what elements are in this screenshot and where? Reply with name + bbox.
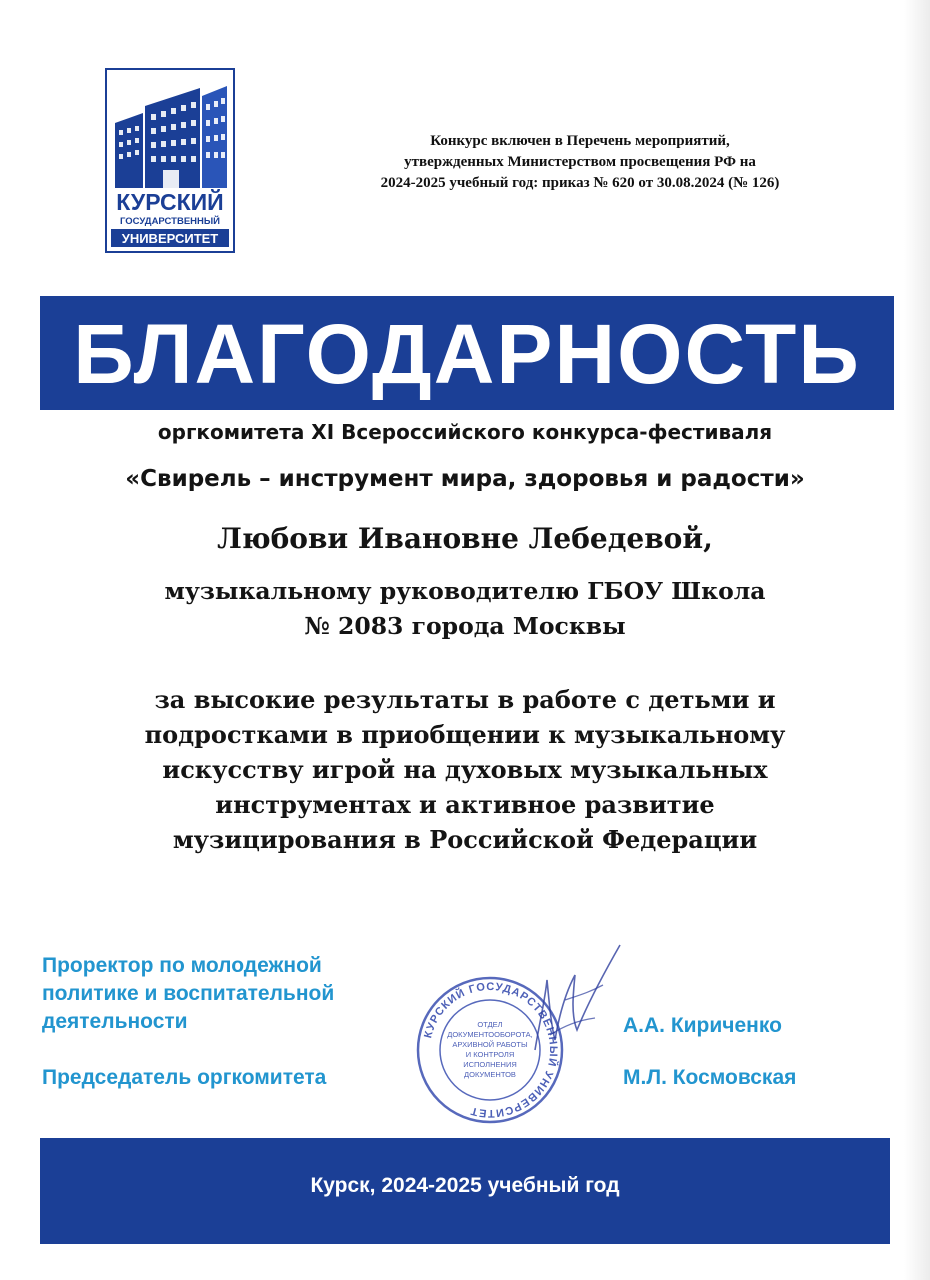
document-title: БЛАГОДАРНОСТЬ (73, 307, 861, 401)
stamp-inner-line-5: ИСПОЛНЕНИЯ (463, 1060, 517, 1069)
logo-line-1: КУРСКИЙ (116, 189, 224, 215)
stamp-inner-line-4: И КОНТРОЛЯ (465, 1050, 515, 1059)
handwritten-signature (505, 940, 645, 1070)
organizer-subtitle: оргкомитета XI Всероссийского конкурса-фестиваля (157, 420, 773, 444)
kursk-university-logo (105, 68, 235, 253)
stamp-outer-text: КУРСКИЙ ГОСУДАРСТВЕННЫЙ УНИВЕРСИТЕТ (422, 980, 560, 1120)
notice-line-1: Конкурс включен в Перечень мероприятий, (430, 133, 730, 149)
reason-line-1: за высокие результаты в работе с детьми и (154, 685, 776, 714)
signatory-role-1-line-2: политике и воспитательной (42, 982, 335, 1005)
reason-line-5: музицирования в Российской Федерации (172, 825, 758, 854)
signatory-name-1: А.А. Кириченко (623, 1014, 782, 1037)
reason-line-4: инструментах и активное развитие (215, 790, 715, 819)
logo-line-2: ГОСУДАРСТВЕННЫЙ (119, 216, 221, 227)
logo-line-3: УНИВЕРСИТЕТ (121, 231, 219, 246)
ministry-notice (300, 131, 860, 194)
signatory-role-2: Председатель оргкомитета (42, 1066, 327, 1089)
festival-name: «Свирель – инструмент мира, здоровья и радости» (125, 466, 805, 492)
recipient-name: Любови Ивановне Лебедевой, (217, 522, 713, 555)
signatory-role-1-line-3: деятельности (42, 1010, 188, 1033)
recipient-position-line-2: № 2083 города Москвы (304, 612, 626, 640)
notice-line-3: 2024-2025 учебный год: приказ № 620 от 30.08.2024 (№ 126) (380, 175, 780, 191)
notice-line-2: утвержденных Министерством просвещения РФ на (404, 154, 756, 170)
stamp-inner-line-2: ДОКУМЕНТООБОРОТА, (447, 1030, 533, 1039)
stamp-inner-line-3: АРХИВНОЙ РАБОТЫ (452, 1040, 528, 1049)
reason-line-3: искусству игрой на духовых музыкальных (162, 755, 768, 784)
paper-edge-shadow (904, 0, 930, 1280)
stamp-inner-line-6: ДОКУМЕНТОВ (464, 1070, 516, 1079)
recipient-position-line-1: музыкальному руководителю ГБОУ Школа (164, 577, 766, 605)
stamp-inner-line-1: ОТДЕЛ (477, 1020, 503, 1029)
signatory-role-1-line-1: Проректор по молодежной (42, 954, 322, 977)
signatory-role-1 (42, 952, 334, 1036)
reason-line-2: подростками в приобщении к музыкальному (144, 720, 786, 749)
signatory-name-2: М.Л. Космовская (623, 1066, 797, 1089)
footer-text: Курск, 2024-2025 учебный год (310, 1174, 620, 1197)
